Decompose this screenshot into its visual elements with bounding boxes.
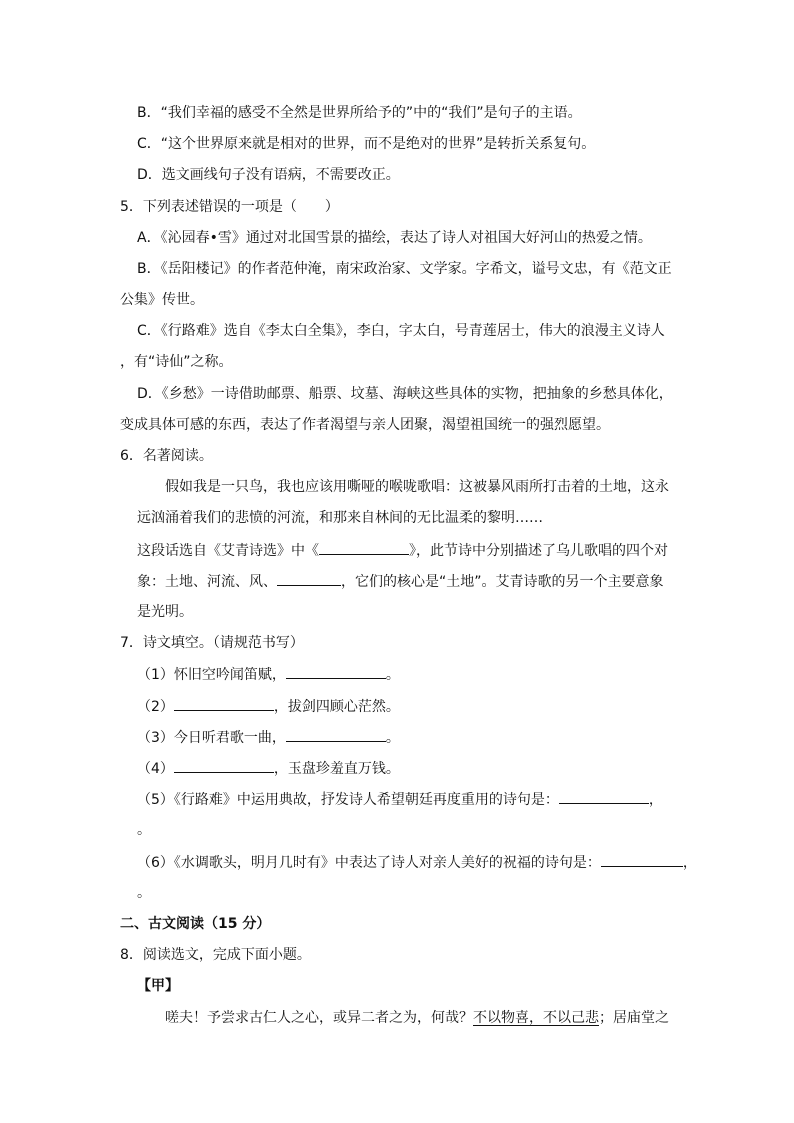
section-heading: 二、古文阅读（15 分） (120, 916, 271, 932)
passage-jia-line1 (165, 1008, 669, 1028)
q7-item-6-end: 。 (137, 885, 151, 901)
q7-item-5-end: 。 (137, 822, 151, 838)
q7-item-3 (137, 727, 400, 748)
q7-item-4-blank[interactable] (174, 758, 274, 773)
q7-item-6-blank-1[interactable] (601, 852, 683, 867)
q6-prompt-line1 (137, 540, 668, 561)
q8-stem: 8．阅读选文，完成下面小题。 (120, 947, 311, 963)
q5-option-a: A．《沁园春•雪》通过对北国雪景的描绘，表达了诗人对祖国大好河山的热爱之情。 (137, 230, 652, 246)
q7-item-1-end: 。 (385, 667, 400, 683)
q7-item-4-num: （4） (137, 761, 174, 777)
q6-prompt-line2 (137, 571, 664, 592)
q5-stem: 5．下列表述错误的一项是（ ） (120, 199, 339, 215)
q7-stem: 7．诗文填空。（请规范书写） (120, 635, 304, 651)
q7-item-1 (137, 664, 400, 685)
q7-item-4 (137, 758, 400, 779)
q6-prompt-line1-b: 》，此节诗中分别描述了乌儿歌唱的四个对 (409, 543, 668, 559)
q6-prompt-line2-b: ，它们的核心是“土地”。艾青诗歌的另一个主要意象 (341, 574, 664, 590)
q4-option-b: B．“我们幸福的感受不全然是世界所给予的”中的“我们”是句子的主语。 (137, 105, 582, 121)
q6-prompt-line3: 是光明。 (137, 604, 193, 620)
q7-item-4-text: ，玉盘珍羞直万钱。 (273, 761, 400, 777)
q5-option-c-line2: ，有“诗仙”之称。 (120, 354, 233, 370)
q6-prompt-line2-a: 象：土地、河流、风、 (137, 574, 277, 590)
passage-label-jia: 【甲】 (137, 978, 179, 994)
q7-item-6 (137, 852, 697, 873)
q7-item-3-text: （3）今日听君歌一曲， (137, 730, 286, 746)
q7-item-5-text: （5）《行路难》中运用典故，抒发诗人希望朝廷再度重用的诗句是： (137, 792, 559, 808)
q4-option-c: C．“这个世界原来就是相对的世界，而不是绝对的世界”是转折关系复句。 (137, 136, 596, 152)
q5-option-d-line2: 变成具体可感的东西，表达了作者渴望与亲人团聚，渴望祖国统一的强烈愿望。 (120, 417, 610, 433)
q7-item-5-comma: ， (648, 792, 663, 808)
q6-stem: 6．名著阅读。 (120, 448, 213, 464)
q4-option-d: D．选文画线句子没有语病，不需要改正。 (137, 167, 400, 183)
q7-item-3-end: 。 (385, 730, 400, 746)
q6-prompt-line1-a: 这段话选自《艾青诗选》中《 (137, 543, 319, 559)
q7-item-2 (137, 696, 400, 717)
q7-item-2-num: （2） (137, 699, 174, 715)
q6-quote-line1: 假如我是一只鸟，我也应该用嘶哑的喉咙歌唱：这被暴风雨所打击着的土地，这永 (165, 479, 669, 495)
q7-item-1-text: （1）怀旧空吟闻笛赋， (137, 667, 286, 683)
q5-option-b-line2: 公集》传世。 (120, 292, 204, 308)
q7-item-3-blank[interactable] (286, 727, 386, 742)
q5-option-c-line1: C．《行路难》选自《李太白全集》，李白，字太白，号青莲居士，伟大的浪漫主义诗人 (137, 323, 665, 339)
passage-jia-text-b: ；居庙堂之 (599, 1010, 669, 1026)
q6-object-blank[interactable] (277, 571, 341, 586)
q5-option-d-line1: D．《乡愁》一诗借助邮票、船票、坟墓、海峡这些具体的实物，把抽象的乡愁具体化， (137, 386, 673, 402)
q7-item-6-text: （6）《水调歌头，明月几时有》中表达了诗人对亲人美好的祝福的诗句是： (137, 855, 601, 871)
q6-quote-line2: 远汹涌着我们的悲愤的河流，和那来自林间的无比温柔的黎明…… (137, 510, 543, 526)
q7-item-5-blank-1[interactable] (559, 789, 649, 804)
q7-item-6-comma: ， (682, 855, 697, 871)
q7-item-1-blank[interactable] (286, 664, 386, 679)
q7-item-5-line2 (137, 820, 151, 840)
q7-item-2-text: ，拔剑四顾心茫然。 (273, 699, 400, 715)
q7-item-5 (137, 789, 663, 810)
q7-item-6-line2 (137, 883, 151, 903)
underlined-sentence: 不以物喜，不以己悲 (473, 1010, 599, 1026)
q7-item-2-blank[interactable] (174, 696, 274, 711)
q6-poem-title-blank[interactable] (319, 540, 409, 555)
q5-option-b-line1: B．《岳阳楼记》的作者范仲淹，南宋政治家、文学家。字希文，谥号文忠，有《范文正 (137, 261, 672, 277)
passage-jia-text-a: 嗟夫！予尝求古仁人之心，或异二者之为，何哉？ (165, 1010, 473, 1026)
